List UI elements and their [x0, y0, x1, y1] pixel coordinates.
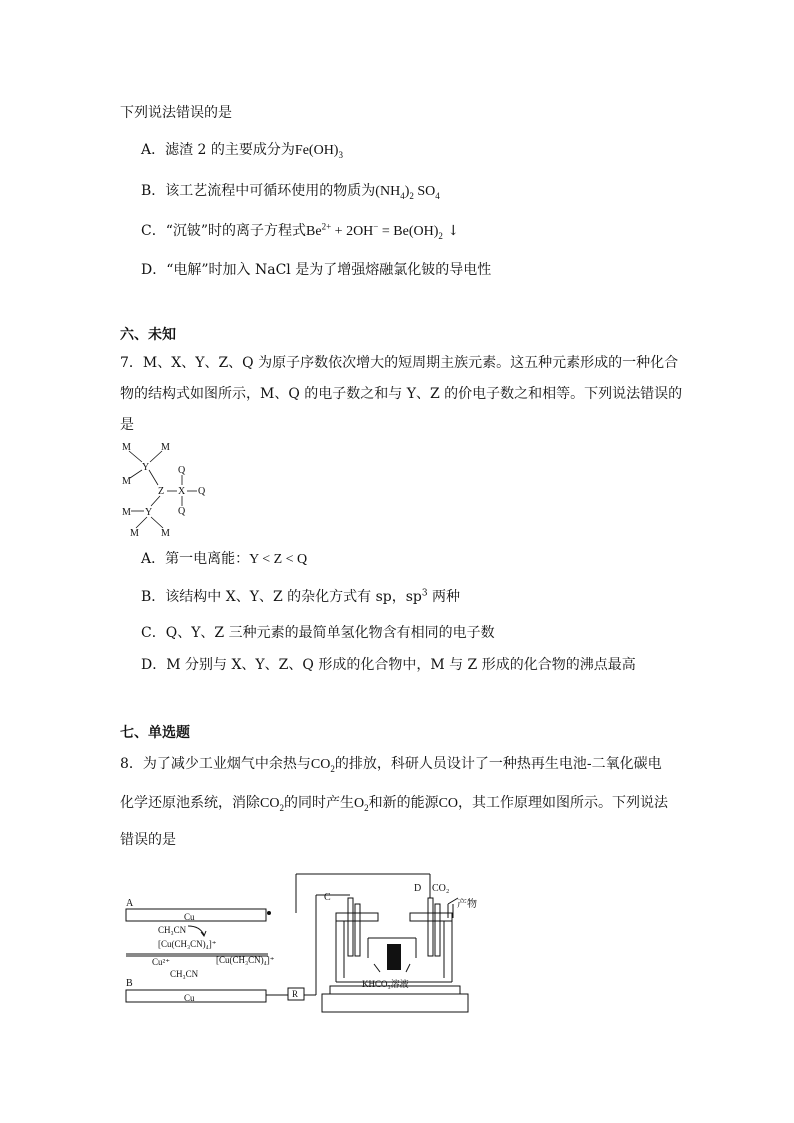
ch3cn-label-2: CH₃CN [170, 969, 199, 979]
electrode-c [348, 898, 353, 956]
cu-bottom-label: Cu [184, 993, 195, 1003]
cell-stand [322, 994, 468, 1012]
atom-m: M [161, 528, 170, 539]
atom-x: X [178, 486, 186, 497]
atom-y: Y [142, 462, 150, 473]
khco3-label: KHCO₃溶液 [362, 979, 409, 989]
atom-y: Y [145, 507, 153, 518]
solution-marker [374, 964, 380, 972]
q6-option-d: D．“电解”时加入 NaCl 是为了增强熔融氯化铍的导电性 [141, 262, 492, 278]
atom-z: Z [158, 486, 165, 497]
electrode-d-rod [435, 904, 440, 956]
q7-option-d: D．M 分别与 X、Y、Z、Q 形成的化合物中，M 与 Z 形成的化合物的沸点最高 [141, 657, 636, 673]
complex-label-2: [Cu(CH₃CN)₄]⁺ [216, 955, 275, 965]
section-heading-7: 七、单选题 [120, 725, 190, 741]
atom-m: M [161, 442, 170, 453]
electrode-c-label: C [324, 892, 331, 903]
co2-label: CO₂ [432, 883, 450, 894]
atom-m: M [122, 442, 131, 453]
product-label: 产物 [457, 899, 477, 910]
q7-stem-line2: 物的结构式如图所示，M、Q 的电子数之和与 Y、Z 的价电子数之和相等。下列说法错误的 [120, 386, 683, 402]
cu-electrode-a [126, 909, 266, 921]
membrane-block [387, 944, 401, 970]
q7-structure-diagram [118, 436, 218, 541]
q6-option-a: A．滤渣 2 的主要成分为$Fe(OH)_3$ [141, 142, 343, 160]
atom-q: Q [198, 486, 206, 497]
q8-apparatus-diagram [118, 868, 498, 1018]
atom-m: M [122, 476, 131, 487]
q8-stem-line1: 8．为了减少工业烟气中余热与$CO_2$的排放，科研人员设计了一种热再生电池-二氧化碳电 [120, 756, 662, 774]
q8-stem-line3: 错误的是 [120, 832, 176, 848]
q6-stem: 下列说法错误的是 [120, 105, 232, 121]
section-heading-6: 六、未知 [120, 327, 176, 343]
q7-option-c: C．Q、Y、Z 三种元素的最简单氢化物含有相同的电子数 [141, 625, 495, 641]
complex-label-1: [Cu(CH₃CN)₄]⁺ [158, 939, 217, 949]
electrode-c-rod [355, 904, 360, 956]
q7-option-a: A．第一电离能：Y < Z < Q [141, 551, 308, 567]
electrode-d [428, 898, 433, 956]
cu-top-label: Cu [184, 912, 195, 922]
cell-lid-right [410, 913, 452, 921]
terminal-dot [268, 912, 271, 915]
atom-m: M [122, 507, 131, 518]
atom-m: M [130, 528, 139, 539]
cu2-label: Cu²⁺ [152, 957, 170, 967]
q6-option-c: C．“沉铍”时的离子方程式$Be^{2+} + 2OH^- = Be(OH)_2$ ↓ [141, 221, 460, 241]
cu-electrode-b [126, 990, 266, 1002]
atom-q: Q [178, 465, 186, 476]
q6-option-b: B．该工艺流程中可循环使用的物质为$(NH_4)_2$ $SO_4$ [141, 183, 440, 201]
q7-option-b: B．该结构中 X、Y、Z 的杂化方式有 sp，$sp^3$ 两种 [141, 588, 461, 605]
q8-stem-line2: 化学还原池系统，消除$CO_2$的同时产生$O_2$和新的能源CO，其工作原理如图所示。下列说法 [120, 795, 669, 813]
label-a: A [126, 898, 134, 909]
electrode-d-label: D [414, 883, 422, 894]
reaction-arrow [188, 926, 204, 935]
cell-lid-left [336, 913, 378, 921]
atom-q: Q [178, 506, 186, 517]
solution-marker [406, 964, 410, 972]
q7-stem-line1: 7．M、X、Y、Z、Q 为原子序数依次增大的短周期主族元素。这五种元素形成的一种化合 [120, 355, 679, 371]
label-b: B [126, 978, 133, 989]
resistor-label: R [292, 989, 299, 999]
q7-stem-line3: 是 [120, 417, 134, 433]
ch3cn-label-1: CH₃CN [158, 925, 187, 935]
